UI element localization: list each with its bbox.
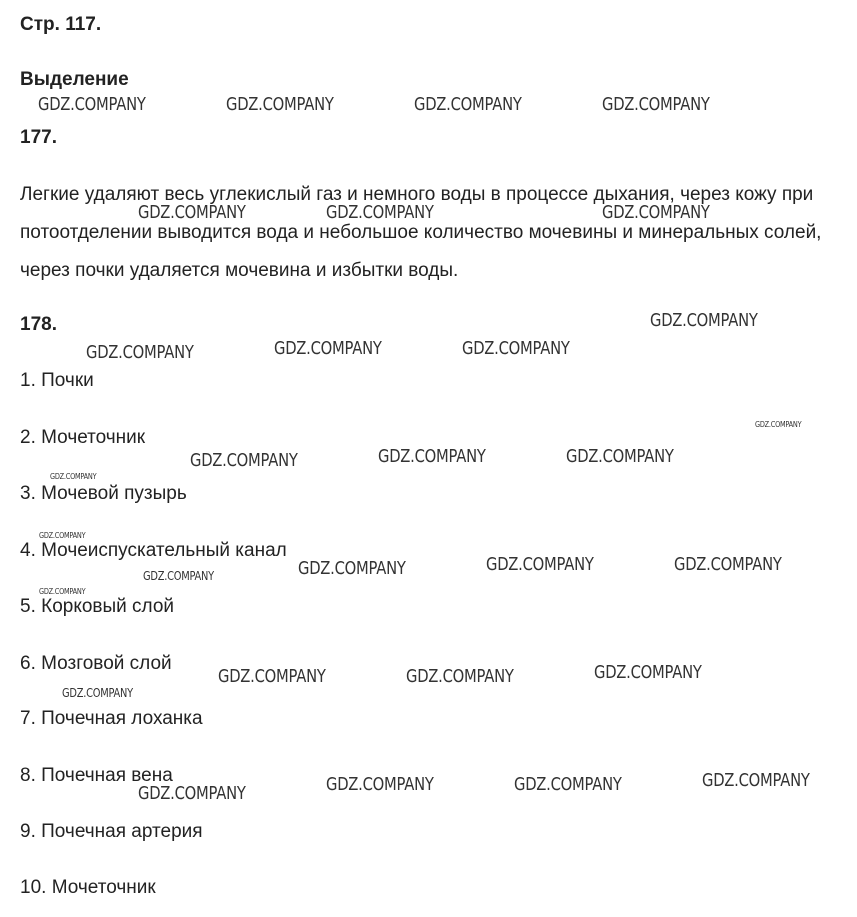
watermark: GDZ.COMPANY bbox=[674, 554, 782, 575]
watermark: GDZ.COMPANY bbox=[39, 531, 86, 540]
watermark: GDZ.COMPANY bbox=[702, 770, 810, 791]
watermark: GDZ.COMPANY bbox=[138, 783, 246, 804]
watermark: GDZ.COMPANY bbox=[602, 94, 710, 115]
watermark: GDZ.COMPANY bbox=[86, 342, 194, 363]
list-item: 7. Почечная лоханка bbox=[20, 708, 203, 729]
page-ref: Стр. 117. bbox=[20, 14, 102, 35]
list-item: 10. Мочеточник bbox=[20, 877, 156, 898]
list-item: 6. Мозговой слой bbox=[20, 653, 172, 674]
watermark: GDZ.COMPANY bbox=[226, 94, 334, 115]
watermark: GDZ.COMPANY bbox=[138, 202, 246, 223]
list-item: 2. Мочеточник bbox=[20, 427, 146, 448]
watermark: GDZ.COMPANY bbox=[755, 420, 802, 429]
watermark: GDZ.COMPANY bbox=[326, 202, 434, 223]
list-item: 9. Почечная артерия bbox=[20, 821, 203, 842]
watermark: GDZ.COMPANY bbox=[406, 666, 514, 687]
watermark: GDZ.COMPANY bbox=[462, 338, 570, 359]
question-177-answer: Легкие удаляют весь углекислый газ и немного воды в процессе дыхания, через кожу при потоотделении выводится вода и небольшое количество мочевины и минеральных солей, через почки удаляется мочевина и избытки воды. bbox=[20, 184, 822, 281]
question-178-number: 178. bbox=[20, 314, 57, 335]
section-title: Выделение bbox=[20, 69, 129, 90]
watermark: GDZ.COMPANY bbox=[378, 446, 486, 467]
watermark: GDZ.COMPANY bbox=[38, 94, 146, 115]
watermark: GDZ.COMPANY bbox=[594, 662, 702, 683]
list-item: 3. Мочевой пузырь bbox=[20, 483, 187, 504]
list-item: 1. Почки bbox=[20, 370, 94, 391]
list-item: 5. Корковый слой bbox=[20, 596, 175, 617]
watermark: GDZ.COMPANY bbox=[566, 446, 674, 467]
watermark: GDZ.COMPANY bbox=[190, 450, 298, 471]
watermark: GDZ.COMPANY bbox=[414, 94, 522, 115]
watermark: GDZ.COMPANY bbox=[274, 338, 382, 359]
watermark: GDZ.COMPANY bbox=[298, 558, 406, 579]
watermark: GDZ.COMPANY bbox=[514, 774, 622, 795]
watermark: GDZ.COMPANY bbox=[50, 472, 97, 481]
watermark: GDZ.COMPANY bbox=[62, 686, 133, 700]
watermark: GDZ.COMPANY bbox=[602, 202, 710, 223]
watermark: GDZ.COMPANY bbox=[326, 774, 434, 795]
question-177-number: 177. bbox=[20, 127, 57, 148]
list-item: 4. Мочеиспускательный канал bbox=[20, 540, 287, 561]
watermark: GDZ.COMPANY bbox=[650, 310, 758, 331]
watermark: GDZ.COMPANY bbox=[218, 666, 326, 687]
watermark: GDZ.COMPANY bbox=[486, 554, 594, 575]
list-item: 8. Почечная вена bbox=[20, 765, 173, 786]
watermark: GDZ.COMPANY bbox=[39, 587, 86, 596]
watermark: GDZ.COMPANY bbox=[143, 569, 214, 583]
